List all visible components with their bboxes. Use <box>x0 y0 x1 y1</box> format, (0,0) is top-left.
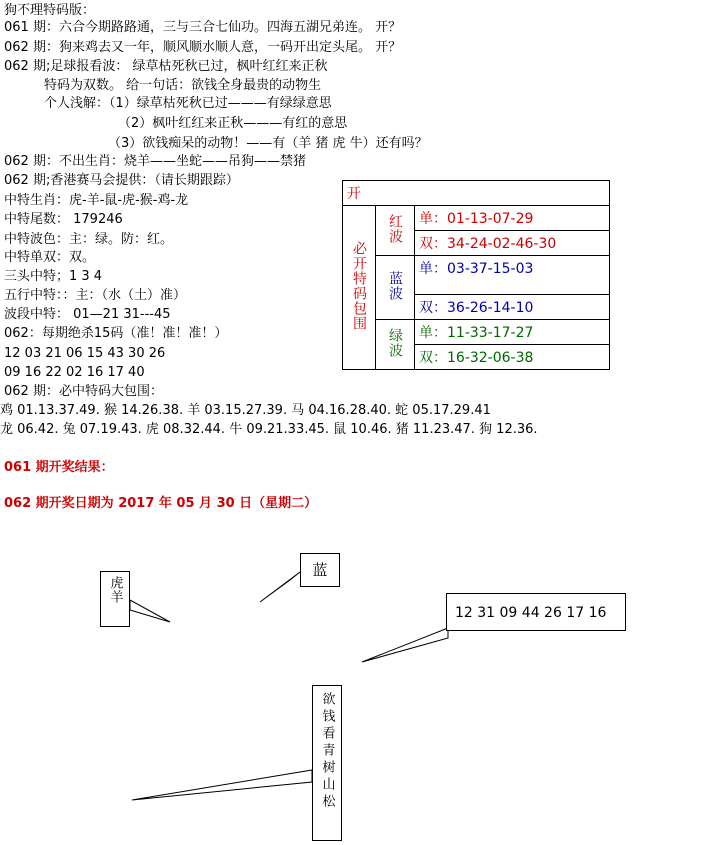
text-line: 12 03 21 06 15 43 30 26 <box>4 346 166 361</box>
callout-zodiac <box>100 571 130 627</box>
text-line: 062 期;香港赛马会提供：（请长期跟踪） <box>4 173 239 188</box>
blue-wave-text: 蓝波 <box>387 270 403 301</box>
draw-date: 062 期开奖日期为 2017 年 05 月 30 日（星期二） <box>4 496 318 511</box>
text-line: 龙 06.42. 兔 07.19.43. 虎 08.32.44. 牛 09.21.33.45. 鼠 10.46. 猪 11.23.47. 狗 12.36. <box>0 422 538 437</box>
callout-riddle <box>312 685 342 841</box>
text-line: 个人浅解：（1）绿草枯死秋已过———有绿绿意思 <box>44 96 332 111</box>
text-line: 062 期;足球报看波： 绿草枯死秋已过，枫叶红红来正秋 <box>4 59 328 74</box>
text-line: 五行中特：：主：（水（土）准） <box>4 288 187 303</box>
text-line: 062 期：狗来鸡去又一年，顺风顺水顺人意，一码开出定头尾。 开？ <box>4 40 402 55</box>
result-heading: 061 期开奖结果： <box>4 460 114 475</box>
text-line: （3）欲钱痴呆的动物！——有（羊 猪 虎 牛）还有吗？ <box>108 136 428 151</box>
text-line: 中特尾数： 179246 <box>4 212 123 227</box>
red-single: 单：01-13-07-29 <box>415 206 610 231</box>
pointer-1 <box>130 600 170 622</box>
pointer-3 <box>362 628 448 662</box>
text-line: 特码为双数。 给一句话：欲钱全身最贵的动物生 <box>44 78 322 93</box>
callout-riddle-text: 欲钱看青树山松 <box>319 692 335 811</box>
text-line: 中特波色：主：绿。防：红。 <box>4 232 174 247</box>
pointer-2 <box>260 572 300 602</box>
text-line: 中特生肖：虎-羊-鼠-虎-猴-鸡-龙 <box>4 193 189 208</box>
text-line: 波段中特： 01—21 31---45 <box>4 307 171 322</box>
blue-single: 单：03-37-15-03 <box>415 256 610 295</box>
text-line: 鸡 01.13.37.49. 猴 14.26.38. 羊 03.15.27.39. 马 04.16.28.40. 蛇 05.17.29.41 <box>0 403 491 418</box>
red-double: 双：34-24-02-46-30 <box>415 231 610 256</box>
text-line: 中特单双：双。 <box>4 250 96 265</box>
text-line: 09 16 22 02 16 17 40 <box>4 365 145 380</box>
callout-color: 蓝 <box>300 553 340 587</box>
table-header: 开 <box>343 181 610 206</box>
side-label-text: 必开特码包围 <box>351 240 367 331</box>
text-line: 三头中特；1 3 4 <box>4 269 103 284</box>
red-wave-text: 红波 <box>387 213 403 244</box>
callout-numbers: 12 31 09 44 26 17 16 <box>446 593 626 631</box>
pointer-4 <box>132 770 312 800</box>
green-wave-text: 绿波 <box>387 327 403 358</box>
text-line: 061 期：六合今期路路通，三与三合七仙功。四海五湖兄弟连。 开？ <box>4 20 402 35</box>
callout-zodiac-text: 虎羊 <box>107 576 123 604</box>
blue-double: 双：36-26-14-10 <box>415 295 610 320</box>
green-single: 单：11-33-17-27 <box>415 320 610 345</box>
text-line: 062：每期绝杀15码（准！准！准！） <box>4 326 228 341</box>
text-line: 062 期：必中特码大包围： <box>4 384 163 399</box>
page-title: 狗不理特码版： <box>4 3 96 18</box>
green-double: 双：16-32-06-38 <box>415 345 610 370</box>
text-line: 062 期：不出生肖：烧羊——坐蛇——吊狗——禁猪 <box>4 154 306 169</box>
text-line: （2）枫叶红红来正秋———有红的意思 <box>118 116 348 131</box>
